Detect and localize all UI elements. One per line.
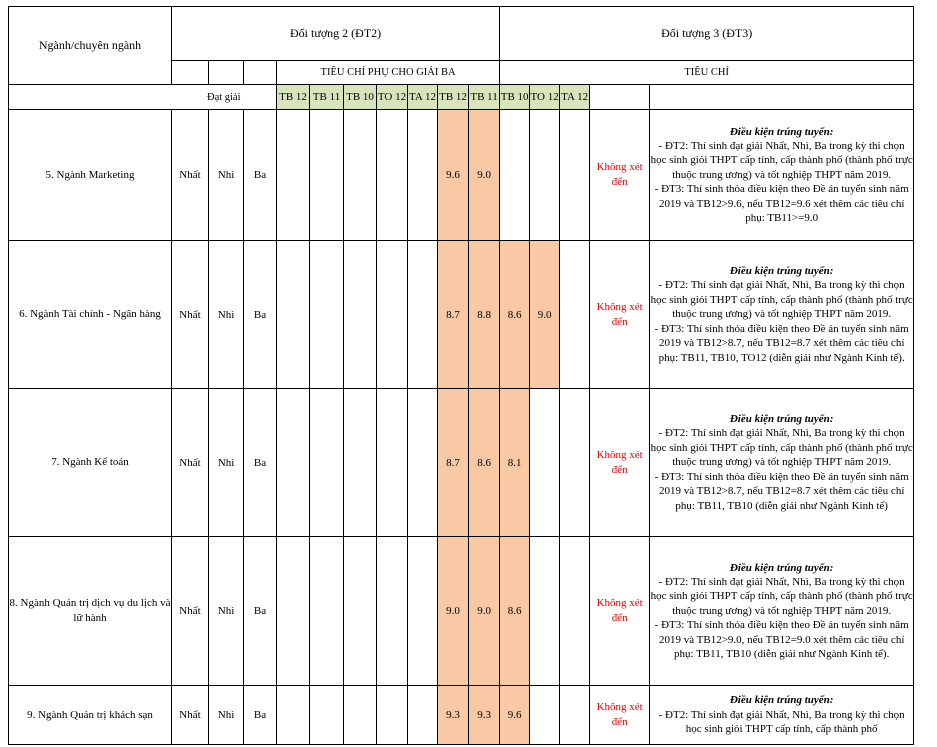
dt2-tb10-cell [344,686,377,745]
dt2-tb11-cell [310,241,344,389]
explanation-line: - ĐT3: Thí sinh thỏa điều kiện theo Đề án tuyển sinh năm 2019 và TB12>8.7, nếu TB12=8.7 xét thêm các tiêu chí phụ: TB11, TB10, TO12 (diễn giải như Ngành Kinh tế). [654,322,909,364]
header-dt2: Đối tượng 2 (ĐT2) [172,7,500,61]
dt3-tb10-cell: 8.1 [500,389,530,537]
dt4-cell: Không xét đến [590,110,650,241]
explanation-cell [650,389,914,537]
dt2-tb11-cell [310,110,344,241]
dt3-tb10-cell: 8.6 [500,241,530,389]
dt2-tb10-cell [344,389,377,537]
dt2-to12-cell [377,241,408,389]
header-dt4-blank [590,85,650,110]
dt3-tb12-cell: 8.7 [438,241,469,389]
dt2-tb10-cell [344,241,377,389]
explanation-line: - ĐT2: Thí sinh đạt giải Nhất, Nhì, Ba trong kỳ thi chọn học sinh giỏi THPT cấp tỉnh, cấp thành phố (thành phố trực thuộc trung ương) và tốt nghiệp THPT năm 2019. [650,427,913,469]
dt3-ta12-cell [560,110,590,241]
dt2-tb12-cell [277,686,310,745]
dt2-ta12-cell [408,110,438,241]
header-dt3: Đối tượng 3 (ĐT3) [500,7,914,61]
award-second: Nhì [209,686,244,745]
header-dt2-tb11: TB 11 [310,85,344,110]
dt3-ta12-cell [560,686,590,745]
explanation-title: Điều kiện trúng tuyển: [729,125,834,138]
header-dt3-tb12: TB 12 [438,85,469,110]
dt2-tb12-cell [277,241,310,389]
award-first: Nhất [172,537,209,686]
header-dt3-ta12: TA 12 [560,85,590,110]
dt3-tb12-cell: 9.6 [438,110,469,241]
dt3-tb12-cell: 9.3 [438,686,469,745]
table-row [9,241,914,389]
explanation-cell [650,686,914,745]
dt2-to12-cell [377,537,408,686]
dt3-to12-cell [530,110,560,241]
explanation-cell [650,110,914,241]
dt2-to12-cell [377,110,408,241]
dt4-cell: Không xét đến [590,241,650,389]
dt2-ta12-cell [408,537,438,686]
header-major: Ngành/chuyên ngành [9,7,172,85]
table-row [9,110,914,241]
explanation-line: - ĐT2: Thí sinh đạt giải Nhất, Nhì, Ba trong kỳ thi chọn học sinh giỏi THPT cấp tỉnh, cấp thành phố (thành phố trực thuộc trung ương) và tốt nghiệp THPT năm 2019. [650,279,913,321]
explanation-line: - ĐT2: Thí sinh đạt giải Nhất, Nhì, Ba trong kỳ thi chọn học sinh giỏi THPT cấp tỉnh, cấp thành phố (thành phố trực thuộc trung ương) và tốt nghiệp THPT năm 2019. [650,575,913,617]
header-dt2-ta12: TA 12 [408,85,438,110]
award-first: Nhất [172,241,209,389]
award-first: Nhất [172,389,209,537]
dt3-to12-cell [530,686,560,745]
dt3-tb10-cell: 8.6 [500,537,530,686]
table-row [9,389,914,537]
explanation-line: - ĐT3: Thí sinh thỏa điều kiện theo Đề án tuyển sinh năm 2019 và TB12>8.7, nếu TB12=8.7 xét thêm các tiêu chí phụ: TB11, TB10 (diễn giải như Ngành Kinh tế) [654,470,909,512]
dt2-tb11-cell [310,686,344,745]
award-third: Ba [244,686,277,745]
dt3-tb12-cell: 8.7 [438,389,469,537]
award-first: Nhất [172,110,209,241]
dt2-ta12-cell [408,686,438,745]
major-name: 7. Ngành Kế toán [9,389,172,537]
dt3-to12-cell [530,389,560,537]
explanation-cell [650,537,914,686]
header-award: Đạt giải [172,85,277,110]
dt3-to12-cell: 9.0 [530,241,560,389]
dt3-tb11-cell: 9.0 [469,537,500,686]
dt4-cell: Không xét đến [590,686,650,745]
award-second: Nhì [209,537,244,686]
explanation-title: Điều kiện trúng tuyển: [729,413,834,426]
dt2-to12-cell [377,389,408,537]
dt3-ta12-cell [560,389,590,537]
dt3-tb10-cell: 9.6 [500,686,530,745]
dt3-tb11-cell: 9.0 [469,110,500,241]
award-third: Ba [244,110,277,241]
dt3-ta12-cell [560,241,590,389]
explanation-line: - ĐT3: Thí sinh thỏa điều kiện theo Đề án tuyển sinh năm 2019 và TB12>9.0, nếu TB12=9.0 xét thêm các tiêu chí phụ: TB11, TB10 (diễn giải như Ngành Kinh tế). [654,619,909,661]
explanation-title: Điều kiện trúng tuyển: [729,265,834,278]
header-dt3-to12: TO 12 [530,85,560,110]
dt3-to12-cell [530,537,560,686]
dt2-tb12-cell [277,110,310,241]
dt2-tb10-cell [344,537,377,686]
dt4-cell: Không xét đến [590,537,650,686]
major-name: 8. Ngành Quản trị dịch vụ du lịch và lữ hành [9,537,172,686]
header-dt2-to12: TO 12 [377,85,408,110]
explanation-line: - ĐT2: Thí sinh đạt giải Nhất, Nhì, Ba trong kỳ thi chọn học sinh giỏi THPT cấp tỉnh, cấp thành phố (thành phố trực thuộc trung ương) và tốt nghiệp THPT năm 2019. [650,139,913,181]
dt2-tb12-cell [277,389,310,537]
admissions-table [8,6,914,745]
dt2-tb12-cell [277,537,310,686]
award-second: Nhì [209,389,244,537]
dt3-tb11-cell: 8.6 [469,389,500,537]
dt3-tb12-cell: 9.0 [438,537,469,686]
dt3-ta12-cell [560,537,590,686]
dt4-cell: Không xét đến [590,389,650,537]
dt2-to12-cell [377,686,408,745]
major-name: 9. Ngành Quản trị khách sạn [9,686,172,745]
explanation-title: Điều kiện trúng tuyển: [729,561,834,574]
header-blank-4 [9,85,172,110]
table-row [9,537,914,686]
explanation-line: - ĐT3: Thí sinh thỏa điều kiện theo Đề án tuyển sinh năm 2019 và TB12>9.6, nếu TB12=9.6 xét thêm các tiêu chí phụ: TB11>=9.0 [654,183,909,225]
dt3-tb10-cell [500,110,530,241]
explanation-title: Điều kiện trúng tuyển: [729,694,834,707]
header-sub-criteria: TIÊU CHÍ PHỤ CHO GIẢI BA [277,61,500,85]
dt2-ta12-cell [408,241,438,389]
major-name: 6. Ngành Tài chính - Ngân hàng [9,241,172,389]
header-blank-1 [172,61,209,85]
dt2-ta12-cell [408,389,438,537]
award-second: Nhì [209,241,244,389]
explanation-line: - ĐT2: Thí sinh đạt giải Nhất, Nhì, Ba trong kỳ thi chọn học sinh giỏi THPT cấp tỉnh, cấp thành phố [658,708,905,736]
header-dt2-tb10: TB 10 [344,85,377,110]
award-third: Ba [244,241,277,389]
dt3-tb11-cell: 8.8 [469,241,500,389]
dt2-tb10-cell [344,110,377,241]
dt3-tb11-cell: 9.3 [469,686,500,745]
explanation-cell [650,241,914,389]
award-third: Ba [244,389,277,537]
award-third: Ba [244,537,277,686]
header-dt2-tb12: TB 12 [277,85,310,110]
dt2-tb11-cell [310,389,344,537]
header-dt3-tb11: TB 11 [469,85,500,110]
header-blank-3 [244,61,277,85]
table-row [9,686,914,745]
header-dt3-tb10: TB 10 [500,85,530,110]
dt2-tb11-cell [310,537,344,686]
header-criteria: TIÊU CHÍ [500,61,914,85]
award-second: Nhì [209,110,244,241]
header-blank-2 [209,61,244,85]
award-first: Nhất [172,686,209,745]
major-name: 5. Ngành Marketing [9,110,172,241]
